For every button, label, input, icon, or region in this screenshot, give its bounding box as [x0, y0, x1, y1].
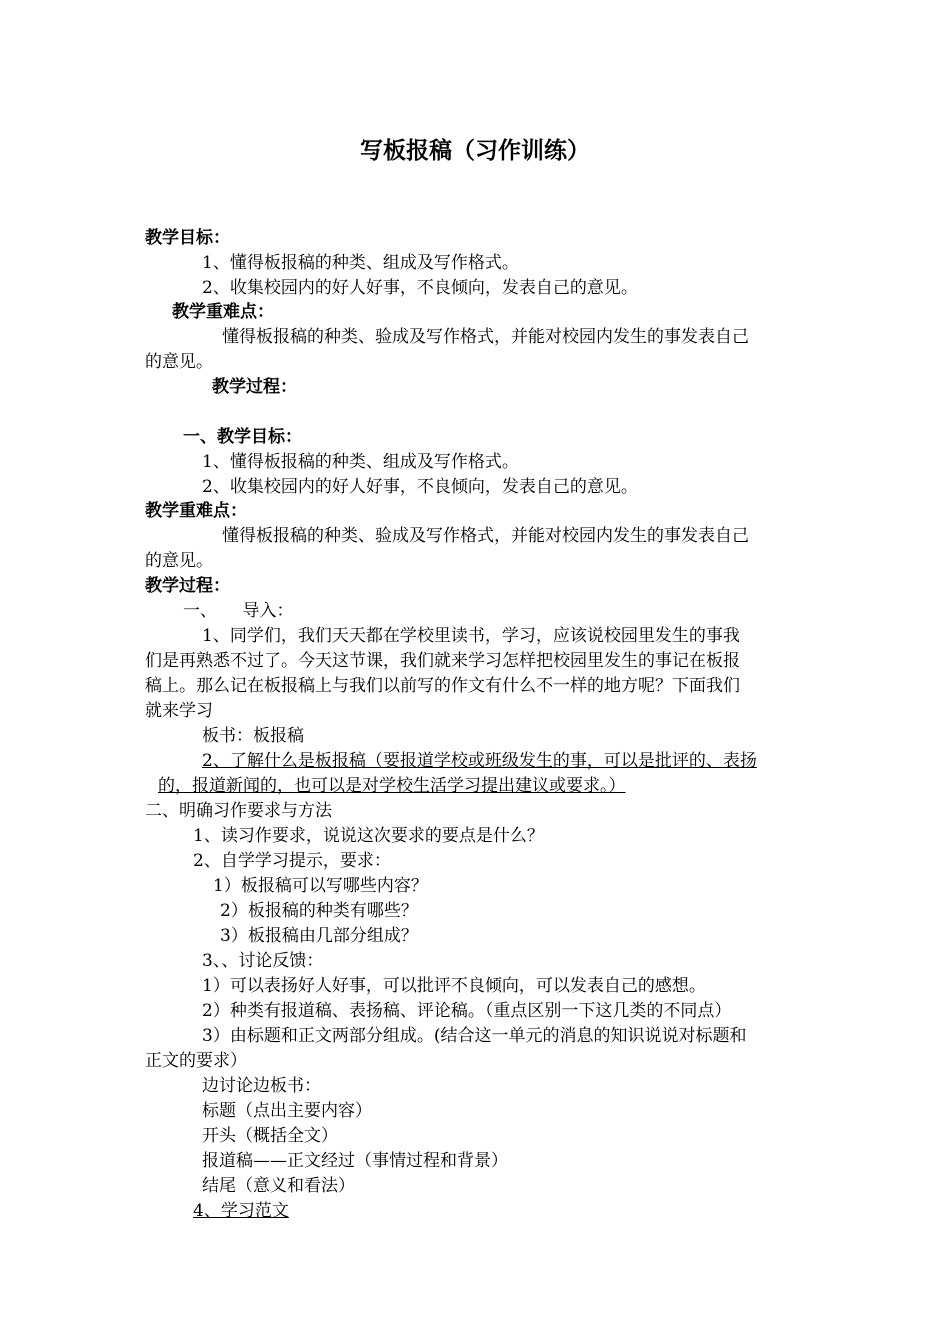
question-2: 2）板报稿的种类有哪些？: [220, 901, 418, 921]
goal-item-2: 2、收集校园内的好人好事，不良倾向，发表自己的意见。: [202, 278, 638, 298]
intro-paragraph-line: 1、同学们，我们天天都在学校里读书，学习，应该说校园里发生的事我: [202, 626, 740, 646]
intro-heading: 一、 导入：: [183, 601, 294, 621]
answer-1: 1）可以表扬好人好事，可以批评不良倾向，可以发表自己的感想。: [202, 976, 706, 996]
board-item: 结尾（意义和看法）: [202, 1176, 355, 1196]
difficulty-text: 懂得板报稿的种类、验成及写作格式，并能对校园内发生的事发表自己: [222, 327, 749, 347]
intro-paragraph-line: 稿上。那么记在板报稿上与我们以前写的作文有什么不一样的地方呢？下面我们: [145, 676, 740, 696]
part2-item-1: 1、读习作要求，说说这次要求的要点是什么？: [193, 826, 544, 846]
difficulty-text-2: 懂得板报稿的种类、验成及写作格式，并能对校园内发生的事发表自己: [222, 526, 749, 546]
page-title: 写板报稿（习作训练）: [360, 138, 590, 164]
goal-item-1: 1、懂得板报稿的种类、组成及写作格式。: [202, 253, 519, 273]
difficulty-text-2-cont: 的意见。: [145, 551, 213, 571]
question-3: 3）板报稿由几部分组成？: [220, 926, 418, 946]
question-1: 1）板报稿可以写哪些内容？: [213, 876, 428, 896]
intro-paragraph-line: 就来学习: [145, 701, 213, 721]
part2-item-2: 2、自学学习提示，要求：: [193, 851, 391, 871]
goal-heading: 教学目标：: [145, 228, 230, 248]
definition-line-cont: 的，报道新闻的，也可以是对学校生活学习提出建议或要求。）: [158, 776, 626, 796]
difficulty-heading-2: 教学重难点：: [145, 501, 247, 521]
definition-line: 2、了解什么是板报稿（要报道学校或班级发生的事，可以是批评的、表扬: [202, 751, 757, 771]
process-heading: 教学过程：: [212, 377, 297, 397]
intro-paragraph-line: 们是再熟悉不过了。今天这节课，我们就来学习怎样把校园里发生的事记在板报: [145, 651, 740, 671]
part2-heading: 二、明确习作要求与方法: [145, 801, 332, 821]
board-item: 标题（点出主要内容）: [202, 1101, 372, 1121]
answer-3: 3）由标题和正文两部分组成。(结合这一单元的消息的知识说说对标题和: [202, 1026, 747, 1046]
part2-item-4: 4、学习范文: [193, 1201, 289, 1221]
goal-heading-2: 一、教学目标：: [183, 427, 302, 447]
board-item: 报道稿——正文经过（事情过程和背景）: [202, 1151, 508, 1171]
board-heading: 边讨论边板书：: [202, 1076, 321, 1096]
difficulty-heading: 教学重难点：: [172, 302, 274, 322]
goal-item-1b: 1、懂得板报稿的种类、组成及写作格式。: [202, 452, 519, 472]
board-item: 开头（概括全文）: [202, 1126, 338, 1146]
answer-3-cont: 正文的要求）: [145, 1051, 247, 1071]
board-note: 板书：板报稿: [202, 726, 304, 746]
answer-2: 2）种类有报道稿、表扬稿、评论稿。（重点区别一下这几类的不同点）: [202, 1001, 732, 1021]
process-heading-2: 教学过程：: [145, 576, 230, 596]
goal-item-2b: 2、收集校园内的好人好事，不良倾向，发表自己的意见。: [202, 477, 638, 497]
part2-item-3: 3、、讨论反馈：: [202, 951, 324, 971]
difficulty-text-cont: 的意见。: [145, 352, 213, 372]
